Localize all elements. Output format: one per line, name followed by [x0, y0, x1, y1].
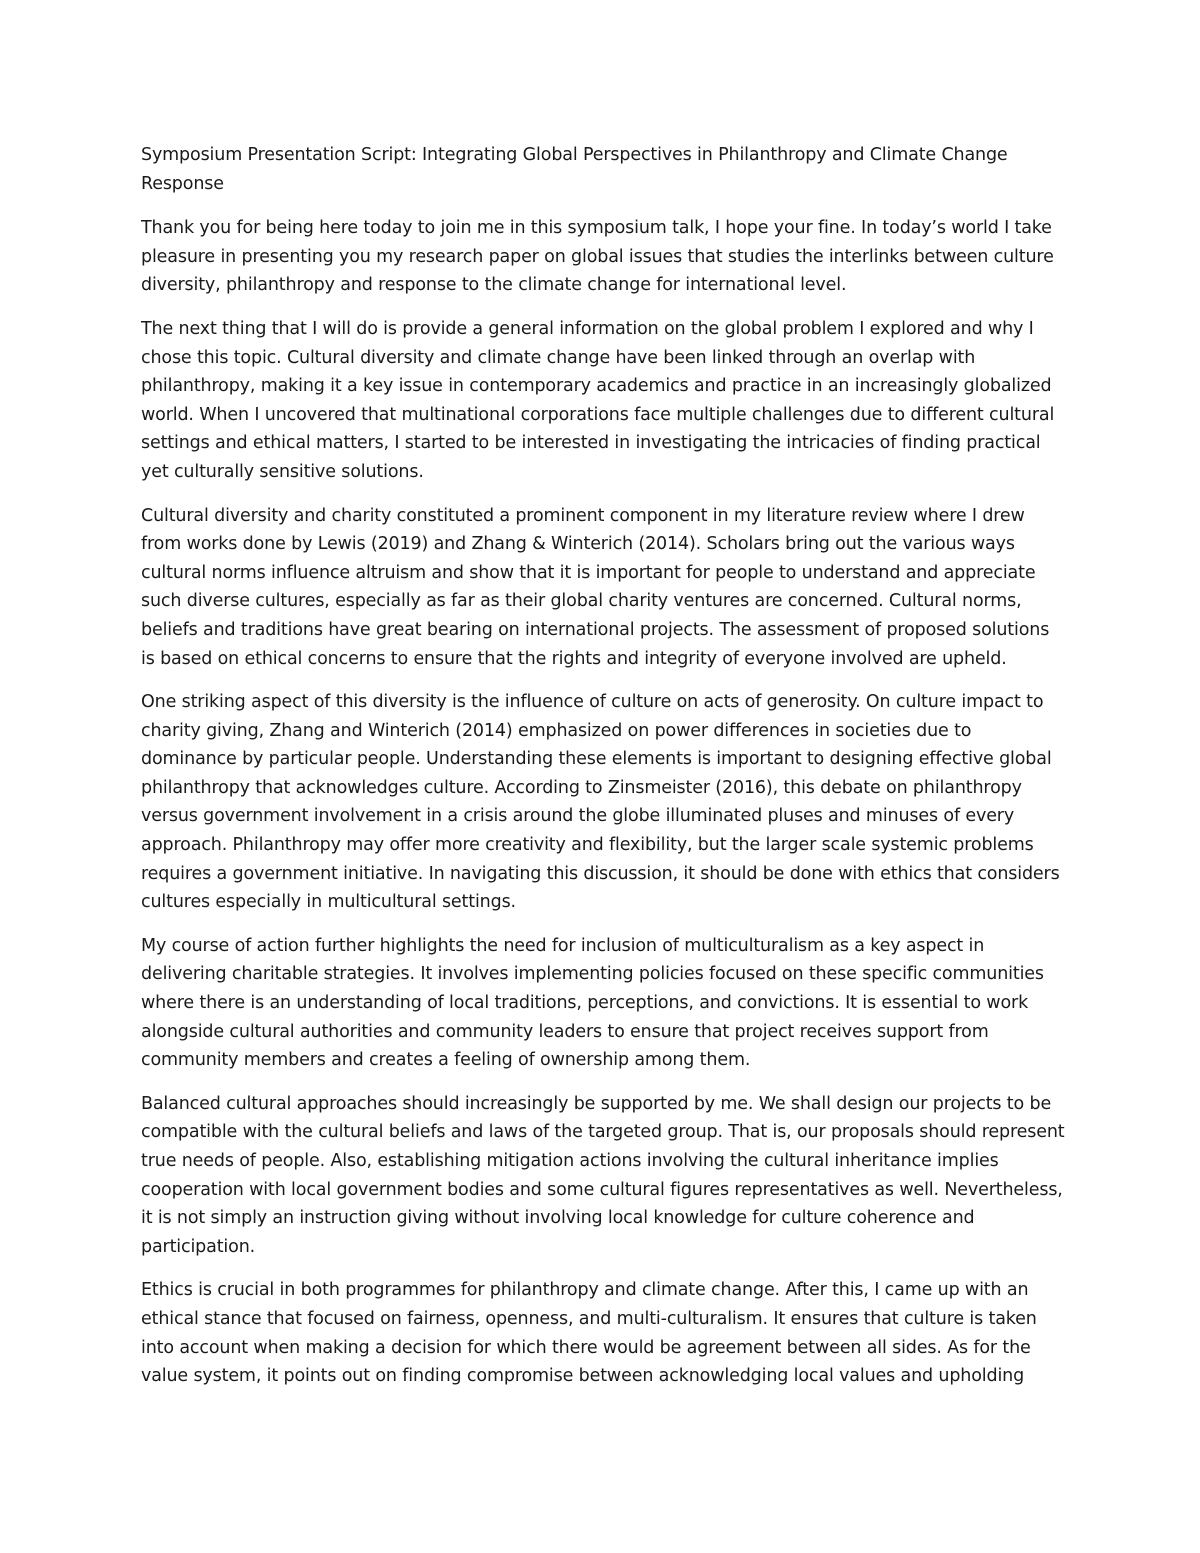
paragraph-balanced-approaches: Balanced cultural approaches should increasingly be supported by me. We shall design our projects to be compatible with the cultural beliefs and laws of the targeted group. That is, our proposals should represent true needs of people. Also, establishing mitigation actions involving the cultural inheritance implies cooperation with local government bodies and some cultural figures representatives as well. Nevertheless, it is not simply an instruction giving without involving local knowledge for culture coherence and participation. [141, 1093, 1065, 1257]
document-body [141, 141, 1066, 1406]
paragraph-course-of-action: My course of action further highlights the need for inclusion of multiculturalism as a key aspect in delivering charitable strategies. It involves implementing policies focused on these specific communities where there is an understanding of local traditions, perceptions, and convictions. It is essential to work alongside cultural authorities and community leaders to ensure that project receives support from community members and creates a feeling of ownership among them. [141, 935, 1044, 1071]
paragraph-culture-generosity: One striking aspect of this diversity is the influence of culture on acts of generosity. On culture impact to charity giving, Zhang and Winterich (2014) emphasized on power differences in societies due to dominance by particular people. Understanding these elements is important to designing effective global philanthropy that acknowledges culture. According to Zinsmeister (2016), this debate on philanthropy versus government involvement in a crisis around the globe illuminated pluses and minuses of every approach. Philanthropy may offer more creativity and flexibility, but the larger scale systemic problems requires a government initiative. In navigating this discussion, it should be done with ethics that considers cultures especially in multicultural settings. [141, 692, 1060, 913]
document-title: Symposium Presentation Script: Integrating Global Perspectives in Philanthropy and Climate Change Response [141, 145, 1008, 194]
paragraph-intro: Thank you for being here today to join me in this symposium talk, I hope your fine. In today’s world I take pleasure in presenting you my research paper on global issues that studies the interlinks between culture diversity, philanthropy and response to the climate change for international level. [141, 218, 1054, 296]
paragraph-topic-choice: The next thing that I will do is provide a general information on the global problem I explored and why I chose this topic. Cultural diversity and climate change have been linked through an overlap with philanthropy, making it a key issue in contemporary academics and practice in an increasingly globalized world. When I uncovered that multinational corporations face multiple challenges due to different cultural settings and ethical matters, I started to be interested in investigating the intricacies of finding practical yet culturally sensitive solutions. [141, 318, 1055, 482]
paragraph-literature-review: Cultural diversity and charity constituted a prominent component in my literature review where I drew from works done by Lewis (2019) and Zhang & Winterich (2014). Scholars bring out the various ways cultural norms influence altruism and show that it is important for people to understand and appreciate such diverse cultures, especially as far as their global charity ventures are concerned. Cultural norms, beliefs and traditions have great bearing on international projects. The assessment of proposed solutions is based on ethical concerns to ensure that the rights and integrity of everyone involved are upheld. [141, 505, 1050, 669]
paragraph-ethics: Ethics is crucial in both programmes for philanthropy and climate change. After this, I came up with an ethical stance that focused on fairness, openness, and multi-culturalism. It ensures that culture is taken into account when making a decision for which there would be agreement between all sides. As for the value system, it points out on finding compromise between acknowledging local values and upholding [141, 1280, 1037, 1387]
